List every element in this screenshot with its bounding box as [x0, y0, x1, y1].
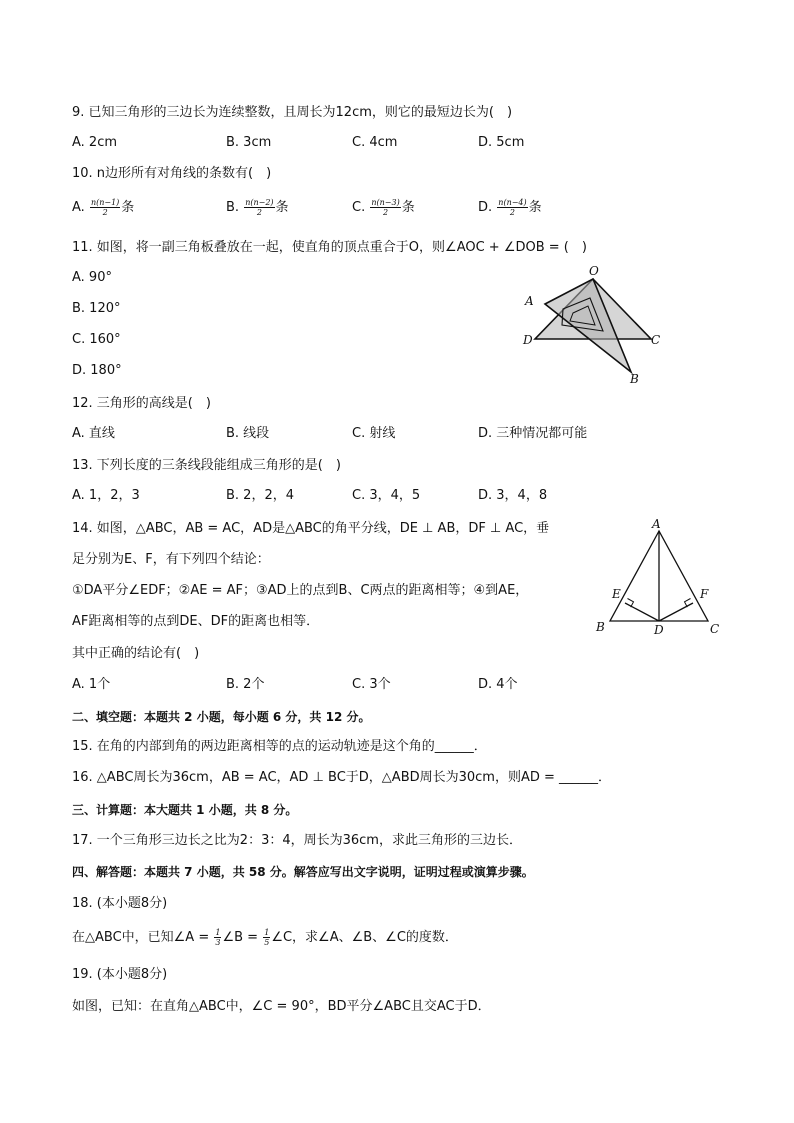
question-14-line-3: ①DA平分∠EDF；②AE = AF；③AD上的点到B、C两点的距离相等；④到AE，	[72, 583, 529, 598]
question-16: 16. △ABC周长为36cm，AB = AC，AD ⊥ BC于D，△ABD周长为30cm，则AD = ______．	[72, 770, 612, 785]
segment-de	[625, 603, 659, 621]
question-19-text: 如图，已知：在直角△ABC中，∠C = 90°，BD平分∠ABC且交AC于D．	[72, 999, 491, 1014]
label-d: D	[654, 623, 664, 637]
q14-option-d: D. 4个	[478, 677, 518, 692]
q14-option-c: C. 3个	[352, 677, 391, 692]
q13-option-b: B. 2，2，4	[226, 488, 294, 503]
question-15: 15. 在角的内部到角的两边距离相等的点的运动轨迹是这个角的______．	[72, 739, 487, 754]
fraction-one-fifth: $\frac{1}{5}$	[264, 928, 270, 947]
question-19-header: 19. (本小题8分)	[72, 967, 168, 982]
question-11: 11. 如图，将一副三角板叠放在一起，使直角的顶点重合于O，则∠AOC + ∠DOB = ( )	[72, 240, 587, 255]
q10-option-b: B. $\frac{n(n-2)}{2}$ 条	[226, 198, 289, 217]
q14-triangle-figure	[592, 514, 727, 639]
fraction: $\frac{n(n-3)}{2}$	[371, 198, 400, 217]
q12-option-a: A. 直线	[72, 426, 115, 441]
q12-option-c: C. 射线	[352, 426, 396, 441]
fraction: $\frac{n(n-2)}{2}$	[245, 198, 274, 217]
q11-option-c: C. 160°	[72, 332, 121, 347]
segment-df	[659, 603, 693, 621]
q9-option-d: D. 5cm	[478, 135, 525, 150]
q11-option-d: D. 180°	[72, 363, 122, 378]
fraction: $\frac{n(n-4)}{2}$	[498, 198, 527, 217]
question-9: 9. 已知三角形的三边长为连续整数，且周长为12cm，则它的最短边长为( )	[72, 105, 513, 120]
question-10: 10. n边形所有对角线的条数有( )	[72, 166, 272, 181]
q11-triangle-figure	[515, 263, 665, 388]
q13-option-a: A. 1，2，3	[72, 488, 140, 503]
label-c: C	[651, 333, 661, 347]
question-14-line-5: 其中正确的结论有( )	[72, 646, 200, 661]
question-14-line-1: 14. 如图，△ABC，AB = AC，AD是△ABC的角平分线，DE ⊥ AB，DF ⊥ AC，垂	[72, 521, 550, 536]
fraction: $\frac{n(n-1)}{2}$	[90, 198, 120, 217]
q10-option-a: A. $\frac{n(n-1)}{2}$ 条	[72, 198, 135, 217]
question-13: 13. 下列长度的三条线段能组成三角形的是( )	[72, 458, 341, 473]
q14-option-a: A. 1个	[72, 677, 111, 692]
q11-option-a: A. 90°	[72, 270, 112, 285]
label-a: A	[525, 294, 534, 308]
label-b: B	[596, 620, 605, 634]
q9-option-b: B. 3cm	[226, 135, 272, 150]
section-2-heading: 二、填空题：本题共 2 小题，每小题 6 分，共 12 分。	[72, 710, 371, 724]
q10-option-d: D. $\frac{n(n-4)}{2}$ 条	[478, 198, 542, 217]
q13-option-d: D. 3，4，8	[478, 488, 548, 503]
question-12: 12. 三角形的高线是( )	[72, 396, 211, 411]
label-b: B	[630, 372, 639, 386]
question-14-line-4: AF距离相等的点到DE、DF的距离也相等．	[72, 614, 320, 629]
question-18-header: 18. (本小题8分)	[72, 896, 168, 911]
label-e: E	[612, 587, 621, 601]
fraction-one-third: $\frac{1}{3}$	[215, 928, 221, 947]
section-4-heading: 四、解答题：本题共 7 小题，共 58 分。解答应写出文字说明，证明过程或演算步骤。	[72, 865, 534, 879]
q14-option-b: B. 2个	[226, 677, 265, 692]
label-c: C	[710, 622, 720, 636]
q10-option-c: C. $\frac{n(n-3)}{2}$ 条	[352, 198, 415, 217]
question-17: 17. 一个三角形三边长之比为2：3：4，周长为36cm，求此三角形的三边长．	[72, 833, 522, 848]
section-3-heading: 三、计算题：本大题共 1 小题，共 8 分。	[72, 803, 298, 817]
label-a: A	[652, 517, 661, 531]
q13-option-c: C. 3，4，5	[352, 488, 421, 503]
label-o: O	[589, 264, 599, 278]
q11-option-b: B. 120°	[72, 301, 121, 316]
question-14-line-2: 足分别为E、F，有下列四个结论：	[72, 552, 270, 567]
label-f: F	[700, 587, 709, 601]
question-18-text: 在△ABC中，已知∠A = $\frac{1}{3}$ ∠B = $\frac{1}{5}$ ∠C，求∠A、∠B、∠C的度数．	[72, 928, 458, 947]
label-d: D	[523, 333, 533, 347]
q12-option-d: D. 三种情况都可能	[478, 426, 588, 441]
q9-option-c: C. 4cm	[352, 135, 398, 150]
q12-option-b: B. 线段	[226, 426, 270, 441]
q9-option-a: A. 2cm	[72, 135, 118, 150]
